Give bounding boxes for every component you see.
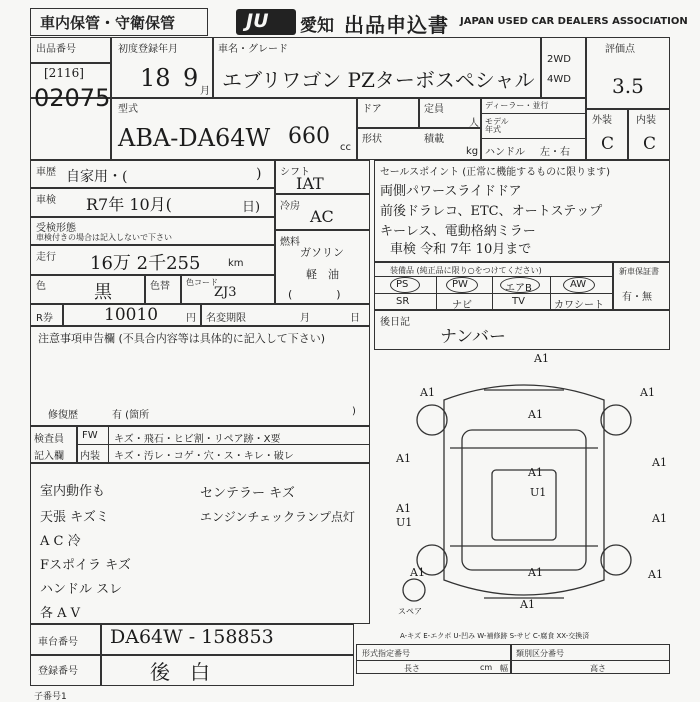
inspector-row2-label: 内装 — [80, 451, 100, 462]
engine-cc: 660 — [288, 124, 330, 149]
grade-value: 3.5 — [612, 74, 644, 98]
name-change-label: 名変期限 — [206, 313, 246, 324]
form-label: 形式指定番号 — [362, 649, 410, 658]
sales-line-2: 前後ドラレコ、ETC、オートステップ — [380, 204, 603, 219]
inspector-label-1: 検査員 — [34, 434, 64, 445]
history-label: 車歴 — [36, 167, 56, 178]
circle-ps — [390, 277, 420, 293]
drive-2wd: 2WD — [547, 54, 571, 65]
sales-line-4: 車検 令和 7年 10月まで — [390, 242, 532, 257]
handle-label: ハンドル — [485, 147, 525, 158]
mark-2: A1 — [420, 386, 435, 399]
inspector-line-4: Fスポイラ キズ — [40, 558, 131, 573]
mark-5: A1 — [396, 452, 411, 465]
reg-label: 登録番号 — [38, 666, 78, 677]
mark-7: A1 — [528, 466, 543, 479]
rear-label: 後日記 — [380, 317, 410, 328]
inspector-label-2: 記入欄 — [34, 451, 64, 462]
sheet-title: 出品申込書 — [344, 13, 449, 37]
mark-10: U1 — [530, 486, 547, 499]
inspection-label: 車検 — [36, 195, 56, 206]
name-change-day: 日 — [350, 313, 360, 324]
class-label: 類別区分番号 — [516, 649, 564, 658]
spare-wheel — [403, 579, 425, 601]
wheel-rr — [601, 545, 631, 575]
car-name-label: 車名・グレード — [218, 44, 288, 55]
height-label: 高さ — [590, 664, 606, 673]
history-value: 自家用・( — [66, 169, 128, 185]
body-outline — [444, 385, 604, 595]
r-label: R券 — [36, 313, 53, 324]
aircon-label: 冷房 — [280, 201, 300, 212]
exterior-value: C — [601, 134, 615, 154]
first-reg-month: 9 — [183, 64, 199, 92]
color-change-label: 色替 — [150, 281, 170, 292]
mark-12: A1 — [528, 566, 543, 579]
capacity-label: 定員 — [424, 104, 444, 115]
drive-4wd: 4WD — [547, 74, 571, 85]
sales-label: セールスポイント (正常に機能するものに限ります) — [380, 167, 611, 178]
inspector-row2-text: キズ・汚レ・コゲ・穴・ス・キレ・破レ — [114, 451, 294, 462]
new-car-label: 新車保証書 — [619, 267, 659, 276]
load-label: 積載 — [424, 134, 444, 145]
wheel-fr — [601, 405, 631, 435]
mark-4: A1 — [528, 408, 543, 421]
mark-13: A1 — [410, 566, 425, 579]
color-code-value: ZJ3 — [214, 285, 237, 300]
inspector-line-1: 室内動作も — [40, 484, 106, 499]
aircon-value: AC — [310, 207, 334, 226]
fuel-diesel: 軽 油 — [306, 268, 339, 281]
assoc-name: JAPAN USED CAR DEALERS ASSOCIATION — [460, 16, 688, 27]
color-label: 色 — [36, 281, 46, 292]
mileage-label: 走行 — [36, 252, 56, 263]
sales-line-3: キーレス、電動格納ミラー — [380, 224, 536, 239]
interior-value: C — [643, 134, 657, 154]
logo-area: 愛知 — [300, 16, 334, 36]
first-reg-year: 18 — [140, 64, 171, 92]
equip-airbag: エアB — [505, 283, 532, 294]
mark-8: A1 — [396, 502, 411, 515]
kg-unit: kg — [466, 146, 479, 157]
spare-label: スペア — [398, 607, 422, 616]
mark-9: A1 — [652, 512, 667, 525]
width-label: 幅 — [500, 664, 508, 673]
handle-value: 左・右 — [540, 147, 570, 158]
owner-label: 子番号1 — [34, 692, 67, 702]
roof — [492, 470, 556, 540]
mark-3: A1 — [640, 386, 655, 399]
chassis-label: 車台番号 — [38, 637, 78, 648]
color-code-label: 色コード — [186, 278, 218, 287]
cm-unit: cm — [480, 663, 493, 672]
equip-label: 装備品 (純正品に限り○をつけてください) — [390, 266, 542, 275]
repair-value: 有 (箇所 — [112, 410, 150, 421]
equip-pw: PW — [452, 279, 468, 290]
inspection-value: R7年 10月( — [86, 195, 172, 214]
new-car-value: 有・無 — [622, 292, 652, 303]
chassis-value: DA64W - 158853 — [110, 626, 274, 648]
inspector-line-2: 天張 キズミ — [40, 510, 109, 525]
lot-no-label: 出品番号 — [36, 44, 76, 55]
equip-seat: カワシート — [554, 300, 604, 311]
length-label: 長さ — [404, 664, 420, 673]
equip-sr: SR — [396, 296, 410, 307]
model-label: 型式 — [118, 104, 138, 115]
month-unit: 月 — [200, 86, 210, 97]
lot-no: 02075 — [34, 84, 111, 112]
equip-aw: AW — [570, 279, 587, 290]
circle-airbag — [500, 277, 540, 293]
reg-value: 後 白 — [150, 660, 210, 684]
notes-label: 注意事項申告欄 (不具合内容等は具体的に記入して下さい) — [38, 332, 326, 345]
inspector-row1-text: キズ・飛石・ヒビ割・リペア跡・X要 — [114, 434, 281, 445]
inspector-row1-label: FW — [82, 430, 98, 441]
inspector-line-5: ハンドル スレ — [40, 582, 123, 597]
repair-label: 修復歴 — [48, 410, 78, 421]
equip-tv: TV — [512, 296, 525, 307]
wheel-fl — [417, 405, 447, 435]
interior-label: 内装 — [636, 115, 656, 126]
color-value: 黒 — [94, 282, 112, 303]
inspector-right-1: センテラー キズ — [200, 486, 295, 501]
inspector-line-3: A C 冷 — [40, 534, 81, 549]
r-value: 10010 — [104, 305, 159, 325]
mileage-value: 16万 2千255 — [90, 253, 201, 274]
shape-label: 形状 — [362, 134, 382, 145]
cc-unit: cc — [340, 142, 351, 153]
mark-1: A1 — [534, 352, 549, 365]
model-year-label: モデル年式 — [485, 117, 509, 134]
history-close: ) — [256, 166, 262, 182]
cabin — [462, 430, 586, 570]
yen-unit: 円 — [186, 313, 196, 324]
repair-close: ) — [352, 406, 356, 417]
first-reg-label: 初度登録年月 — [118, 44, 178, 55]
mark-6: A1 — [652, 456, 667, 469]
fuel-paren: ( ) — [288, 288, 341, 301]
equip-ps: PS — [396, 279, 409, 290]
rear-box — [374, 310, 670, 350]
grade-label: 評価点 — [605, 44, 635, 55]
accept-label: 受検形態 — [36, 223, 76, 234]
equip-navi: ナビ — [452, 300, 472, 311]
name-change-month: 月 — [300, 313, 310, 324]
sales-line-1: 両側パワースライドドア — [380, 184, 522, 199]
inspector-line-6: 各 A V — [40, 606, 81, 621]
mark-14: A1 — [648, 568, 663, 581]
door-label: ドア — [362, 104, 382, 115]
rear-value: ナンバー — [440, 327, 506, 347]
car-name-value: エブリワゴン PZターボスペシャル — [222, 68, 535, 92]
fuel-label: 燃料 — [280, 237, 300, 248]
shift-label: シフト — [280, 167, 310, 178]
dealer-label: ディーラー・並行 — [485, 101, 549, 110]
circle-aw — [563, 277, 595, 293]
km-unit: km — [228, 258, 244, 269]
mark-11: U1 — [396, 516, 413, 529]
inspection-day: 日) — [242, 200, 261, 215]
mark-15: A1 — [520, 598, 535, 611]
accept-note: 車検付きの場合は記入しないで下さい — [36, 233, 172, 242]
capacity-unit: 人 — [469, 118, 479, 129]
shift-value: IAT — [296, 174, 324, 193]
exterior-label: 外装 — [592, 115, 612, 126]
diagram-legend: A-キズ E-エクボ U-凹み W-補修跡 S-サビ C-腐食 XX-交換済 — [400, 632, 590, 640]
logo-mark: JU — [246, 10, 269, 32]
fuel-gas: ガソリン — [300, 246, 344, 259]
car-diagram — [374, 350, 670, 630]
inspector-right-2: エンジンチェックランプ点灯 — [200, 510, 356, 524]
lot-small: [2116] — [44, 66, 84, 80]
circle-pw — [446, 277, 478, 293]
model-value: ABA-DA64W — [118, 124, 271, 152]
storage-note: 車内保管・守衛保管 — [40, 14, 176, 32]
